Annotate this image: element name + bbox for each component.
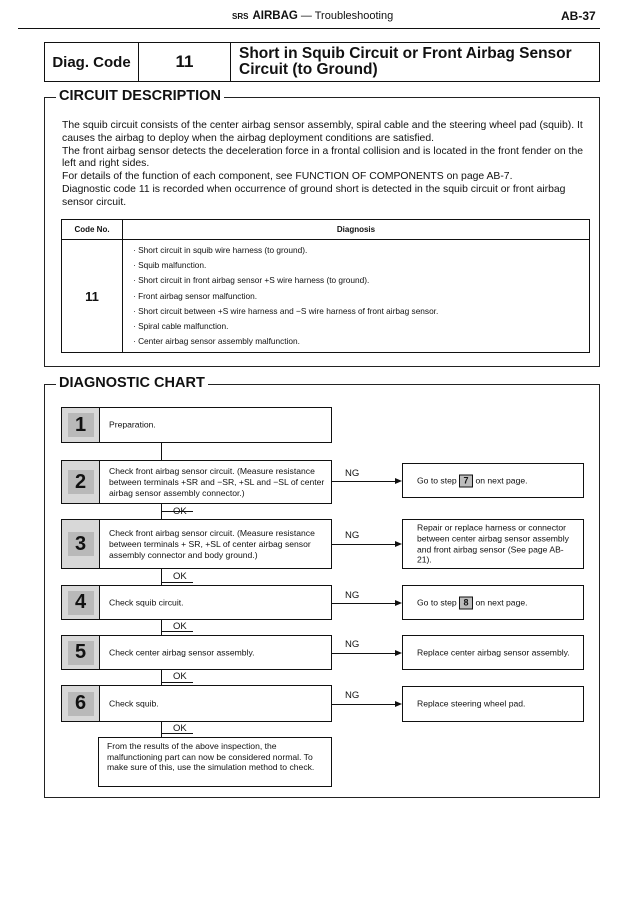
list-item: · Squib malfunction. bbox=[133, 260, 207, 271]
ok-connector bbox=[161, 582, 193, 583]
step-text: Check squib. bbox=[109, 698, 159, 709]
page-number: AB-37 bbox=[561, 9, 596, 23]
flow-connector bbox=[161, 443, 162, 460]
list-item: · Spiral cable malfunction. bbox=[133, 321, 229, 332]
section-subtitle: — Troubleshooting bbox=[297, 10, 394, 22]
chart-step-3 bbox=[61, 519, 332, 569]
result-step-2 bbox=[402, 463, 584, 498]
ok-connector bbox=[161, 682, 193, 683]
col-code-header: Code No. bbox=[62, 220, 123, 240]
chart-step-5 bbox=[61, 635, 332, 670]
diagnostic-chart-heading: DIAGNOSTIC CHART bbox=[56, 375, 208, 391]
chart-step-6 bbox=[61, 685, 332, 722]
ok-label: OK bbox=[173, 621, 187, 632]
list-item: · Short circuit in front airbag sensor +S wire harness (to ground). bbox=[133, 275, 370, 286]
diag-code-number: 11 bbox=[139, 43, 231, 81]
final-note: From the results of the above inspection, the malfunctioning part can now be considered normal. To make sure of this, use the simulation method to check. bbox=[98, 737, 332, 787]
circuit-description-text bbox=[62, 120, 590, 210]
arrow-right-icon bbox=[395, 478, 402, 484]
result-text: Replace steering wheel pad. bbox=[417, 698, 526, 709]
diagnosis-table bbox=[61, 219, 590, 353]
step-number: 2 bbox=[68, 470, 94, 494]
diag-code-box bbox=[44, 42, 600, 82]
arrow-right-icon bbox=[395, 541, 402, 547]
ng-connector bbox=[332, 653, 395, 654]
col-diagnosis-header: Diagnosis bbox=[123, 220, 590, 240]
chart-step-2 bbox=[61, 460, 332, 504]
description-paragraph: The squib circuit consists of the center airbag sensor assembly, spiral cable and the steering wheel pad (squib). It causes the airbag to deploy when the airbag deployment conditions are satisfied. bbox=[62, 120, 583, 144]
description-paragraph: For details of the function of each component, see FUNCTION OF COMPONENTS on page AB-7. bbox=[62, 171, 513, 183]
header-rule bbox=[18, 28, 600, 29]
step-text: Check front airbag sensor circuit. (Measure resistance between terminals + SR, +SL of center airbag sensor assembly connector and body ground.) bbox=[109, 527, 315, 560]
result-text: Repair or replace harness or connector between center airbag sensor assembly and front airbag sensor (See page AB-21). bbox=[417, 522, 569, 565]
diag-code-label: Diag. Code bbox=[45, 43, 139, 81]
result-text: Go to step bbox=[417, 596, 457, 607]
step-number: 1 bbox=[68, 413, 94, 437]
ng-connector bbox=[332, 481, 395, 482]
diagnosis-list bbox=[123, 240, 589, 352]
step-text: Check squib circuit. bbox=[109, 597, 184, 608]
flow-connector bbox=[161, 722, 162, 737]
step-reference: 8 bbox=[459, 596, 473, 609]
result-step-4 bbox=[402, 585, 584, 620]
ng-label: NG bbox=[345, 590, 360, 601]
page-header-title bbox=[232, 10, 393, 22]
result-text: on next page. bbox=[475, 474, 528, 485]
ok-label: OK bbox=[173, 506, 187, 517]
list-item: · Front airbag sensor malfunction. bbox=[133, 290, 258, 301]
step-number: 6 bbox=[68, 692, 94, 716]
result-step-5 bbox=[402, 635, 584, 670]
step-text: Preparation. bbox=[109, 419, 156, 430]
section-name: AIRBAG bbox=[252, 10, 298, 22]
list-item: · Short circuit between +S wire harness and −S wire harness of front airbag sensor. bbox=[133, 305, 439, 316]
description-paragraph: The front airbag sensor detects the deceleration force in a frontal collision and is located in the front fender on the left and right sides. bbox=[62, 145, 583, 170]
step-reference: 7 bbox=[459, 474, 473, 487]
ng-connector bbox=[332, 544, 395, 545]
table-diagnosis-cell bbox=[123, 240, 590, 353]
ng-connector bbox=[332, 704, 395, 705]
table-code-cell: 11 bbox=[62, 240, 123, 353]
step-number: 4 bbox=[68, 591, 94, 615]
table-header-row bbox=[62, 220, 590, 240]
arrow-right-icon bbox=[395, 701, 402, 707]
flow-connector bbox=[161, 620, 162, 635]
result-step-6 bbox=[402, 686, 584, 722]
diag-code-title: Short in Squib Circuit or Front Airbag Sensor Circuit (to Ground) bbox=[239, 45, 572, 78]
srs-label: SRS bbox=[232, 12, 249, 21]
ok-label: OK bbox=[173, 571, 187, 582]
step-number: 5 bbox=[68, 641, 94, 665]
ng-connector bbox=[332, 603, 395, 604]
step-number: 3 bbox=[68, 532, 94, 556]
result-step-3 bbox=[402, 519, 584, 569]
list-item: · Short circuit in squib wire harness (to ground). bbox=[133, 245, 308, 255]
ok-label: OK bbox=[173, 671, 187, 682]
ng-label: NG bbox=[345, 468, 360, 479]
circuit-description-heading: CIRCUIT DESCRIPTION bbox=[56, 88, 224, 104]
chart-step-4 bbox=[61, 585, 332, 620]
ng-label: NG bbox=[345, 530, 360, 541]
step-text: Check front airbag sensor circuit. (Measure resistance between terminals +SR and −SR, +SL and −SL of center airbag sensor assembly connector.) bbox=[109, 465, 325, 498]
ok-label: OK bbox=[173, 723, 187, 734]
result-text: Replace center airbag sensor assembly. bbox=[417, 647, 570, 658]
arrow-right-icon bbox=[395, 650, 402, 656]
ng-label: NG bbox=[345, 639, 360, 650]
arrow-right-icon bbox=[395, 600, 402, 606]
chart-step-1 bbox=[61, 407, 332, 443]
result-text: on next page. bbox=[475, 596, 528, 607]
table-row bbox=[62, 240, 590, 353]
ng-label: NG bbox=[345, 690, 360, 701]
description-paragraph: Diagnostic code 11 is recorded when occurrence of ground short is detected in the squib circuit or front airbag sensor circuit. bbox=[62, 183, 566, 208]
list-item: · Center airbag sensor assembly malfunction. bbox=[133, 336, 300, 347]
result-text: Go to step bbox=[417, 474, 457, 485]
step-text: Check center airbag sensor assembly. bbox=[109, 647, 255, 658]
